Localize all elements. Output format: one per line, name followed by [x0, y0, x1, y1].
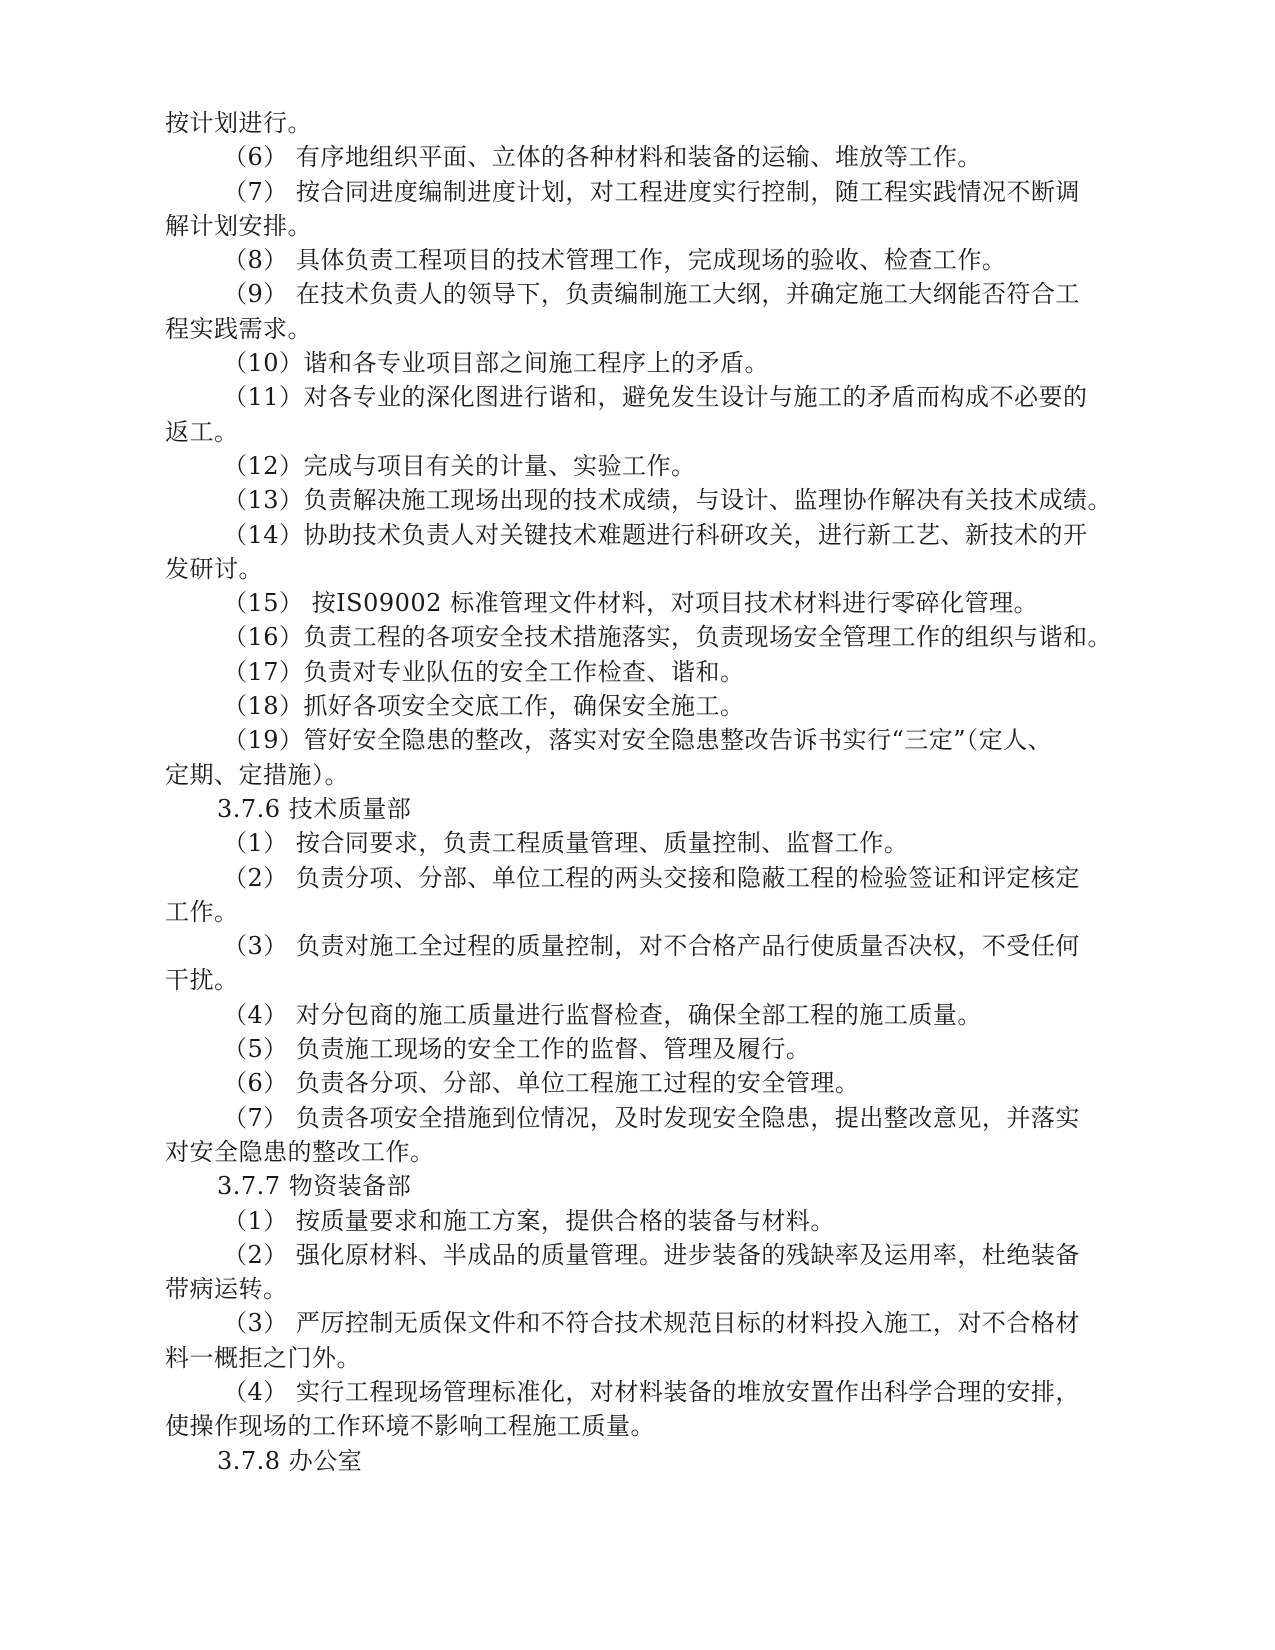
text-line: （13）负责解决施工现场出现的技术成绩，与设计、监理协作解决有关技术成绩。 [223, 486, 1113, 515]
text-line: （4） 对分包商的施工质量进行监督检查，确保全部工程的施工质量。 [223, 1000, 982, 1029]
section-heading: 3.7.8 办公室 [217, 1446, 363, 1475]
section-heading: 3.7.7 物资装备部 [217, 1172, 412, 1201]
text-line: （7） 按合同进度编制进度计划，对工程进度实行控制，随工程实践情况不断调 [223, 177, 1080, 206]
text-line: （2） 强化原材料、半成品的质量管理。进步装备的残缺率及运用率，杜绝装备 [223, 1240, 1080, 1269]
text-line: （15） 按IS09002 标准管理文件材料，对项目技术材料进行零碎化管理。 [223, 589, 1039, 618]
text-line: （1） 按质量要求和施工方案，提供合格的装备与材料。 [223, 1206, 835, 1235]
text-line: （5） 负责施工现场的安全工作的监督、管理及履行。 [223, 1035, 811, 1064]
text-line: 定期、定措施）。 [165, 760, 349, 789]
text-line: （6） 有序地组织平面、立体的各种材料和装备的运输、堆放等工作。 [223, 143, 982, 172]
text-line: （12）完成与项目有关的计量、实验工作。 [223, 451, 696, 480]
text-line: （8） 具体负责工程项目的技术管理工作，完成现场的验收、检查工作。 [223, 246, 1007, 275]
text-line: （10）谐和各专业项目部之间施工程序上的矛盾。 [223, 349, 770, 378]
text-line: （11）对各专业的深化图进行谐和，避免发生设计与施工的矛盾而构成不必要的 [223, 383, 1088, 412]
text-line: （7） 负责各项安全措施到位情况，及时发现安全隐患，提出整改意见，并落实 [223, 1103, 1080, 1132]
section-heading: 3.7.6 技术质量部 [217, 794, 412, 823]
text-line: 干扰。 [165, 966, 239, 995]
text-line: （2） 负责分项、分部、单位工程的两头交接和隐蔽工程的检验签证和评定核定 [223, 863, 1080, 892]
text-line: （9） 在技术负责人的领导下，负责编制施工大纲，并确定施工大纲能否符合工 [223, 280, 1080, 309]
text-line: 带病运转。 [165, 1275, 288, 1304]
text-line: （1） 按合同要求，负责工程质量管理、质量控制、监督工作。 [223, 829, 909, 858]
text-line: （17）负责对专业队伍的安全工作检查、谐和。 [223, 657, 745, 686]
text-line: 对安全隐患的整改工作。 [165, 1137, 435, 1166]
text-line: 发研讨。 [165, 554, 263, 583]
text-line: （3） 负责对施工全过程的质量控制，对不合格产品行使质量否决权，不受任何 [223, 932, 1080, 961]
text-line: 工作。 [165, 897, 239, 926]
text-line: （16）负责工程的各项安全技术措施落实，负责现场安全管理工作的组织与谐和。 [223, 623, 1113, 652]
text-line: 返工。 [165, 417, 239, 446]
text-line: 按计划进行。 [165, 109, 312, 137]
text-line: （4） 实行工程现场管理标准化，对材料装备的堆放安置作出科学合理的安排， [223, 1377, 1080, 1406]
text-line: （14）协助技术负责人对关键技术难题进行科研攻关，进行新工艺、新技术的开 [223, 520, 1088, 549]
text-line: 解计划安排。 [165, 211, 312, 240]
text-line: （18）抓好各项安全交底工作，确保安全施工。 [223, 692, 745, 721]
text-line: 程实践需求。 [165, 314, 312, 343]
text-line: 使操作现场的工作环境不影响工程施工质量。 [165, 1412, 655, 1441]
document-body [165, 106, 1125, 1478]
text-line: （3） 严厉控制无质保文件和不符合技术规范目标的材料投入施工，对不合格材 [223, 1309, 1080, 1338]
text-line: （19）管好安全隐患的整改，落实对安全隐患整改告诉书实行“三定”（定人、 [223, 726, 1053, 755]
text-line: （6） 负责各分项、分部、单位工程施工过程的安全管理。 [223, 1069, 860, 1098]
text-line: 料一概拒之门外。 [165, 1343, 361, 1372]
